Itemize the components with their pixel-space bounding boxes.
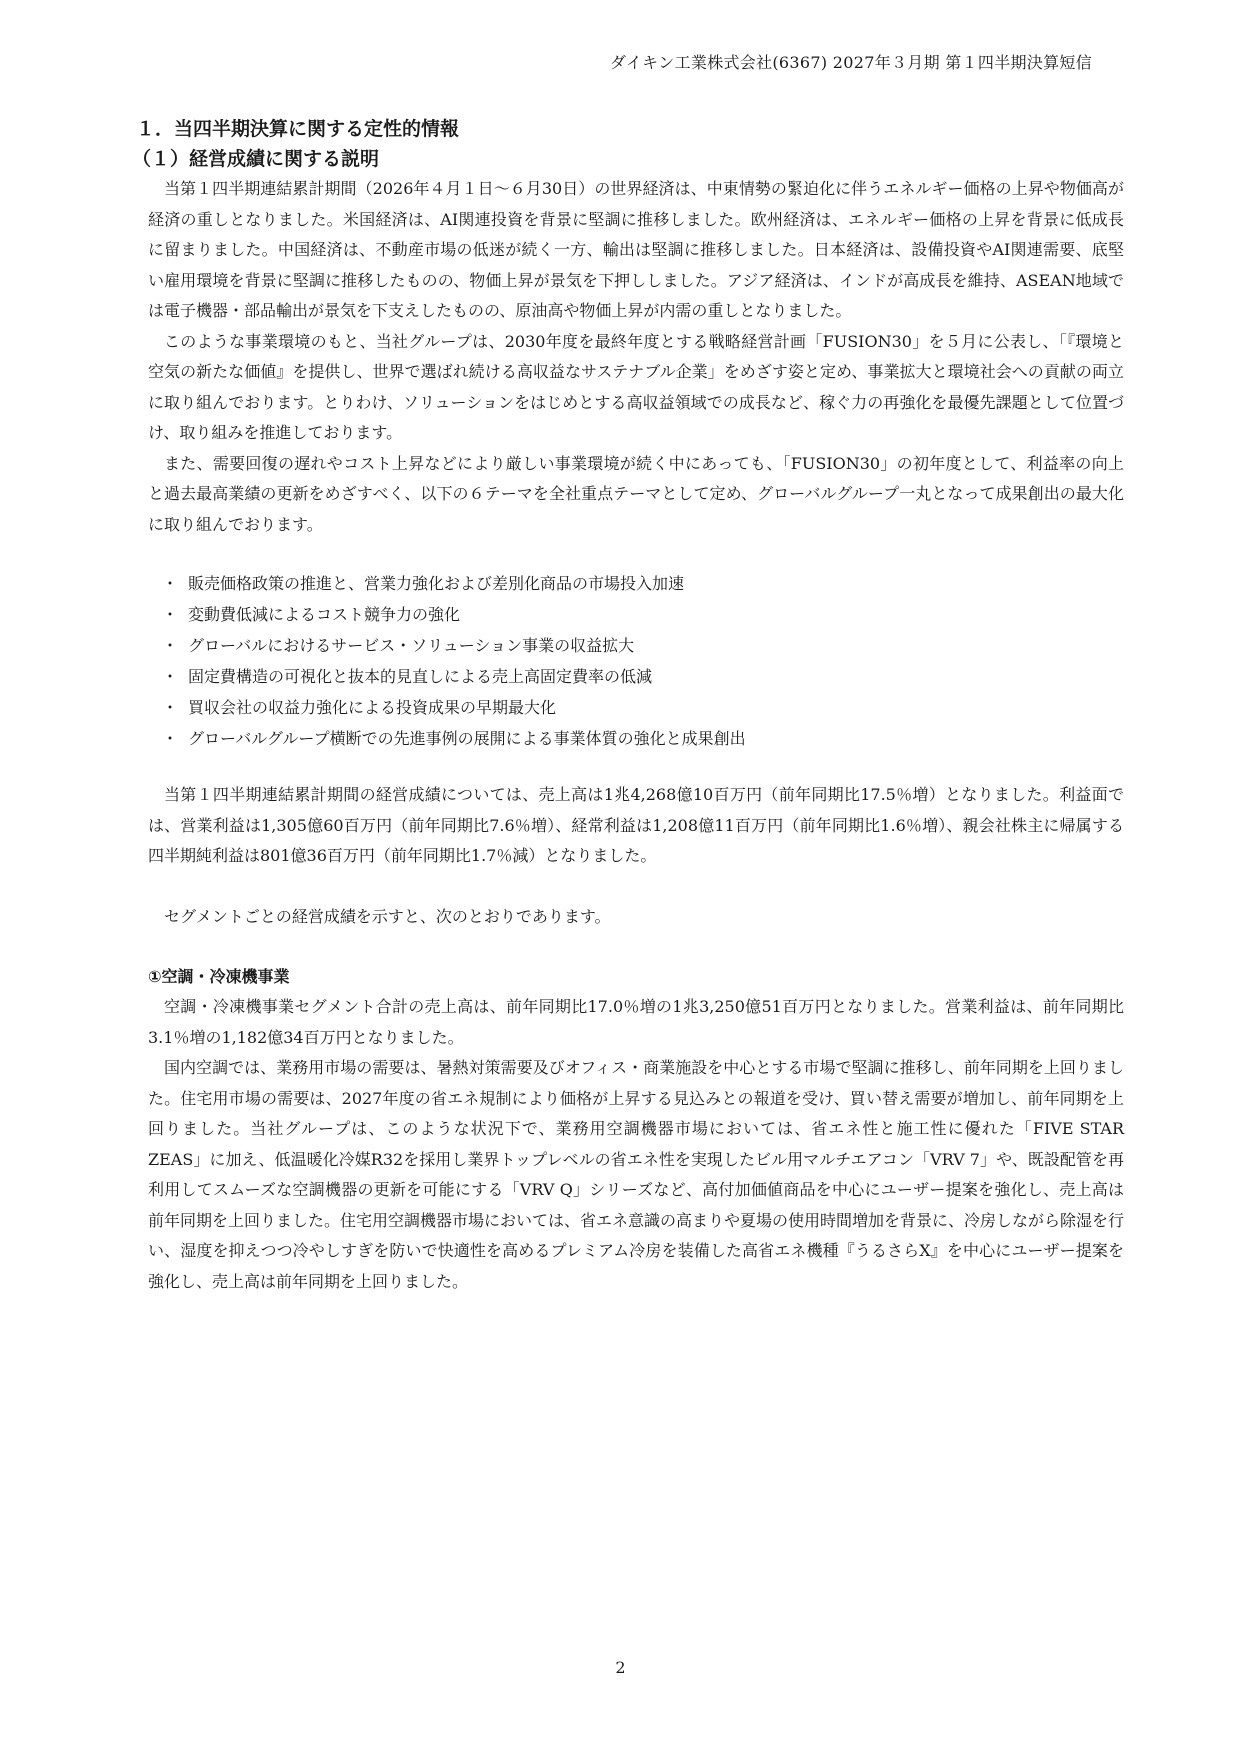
segment-paragraph-domestic: 国内空調では、業務用市場の需要は、暑熱対策需要及びオフィス・商業施設を中心とする市場で堅調に推移し、前年同期を上回りました。住宅用市場の需要は、2027年度の省エネ規制により価格が上昇する見込みとの報道を受け、買い替え需要が増加し、前年同期を上回りました。当社グループは、このような状況下で、業務用空調機器市場においては、省エネ性と施工性に優れた「FIVE STAR ZEAS」に加え、低温暖化冷媒R32を採用し業界トップレベルの省エネ性を実現したビル用マルチエアコン「VRV 7」や、既設配管を再利用してスムーズな空調機器の更新を可能にする「VRV Q」シリーズなど、高付加価値商品を中心にユーザー提案を強化し、売上高は前年同期を上回りました。住宅用空調機器市場においては、省エネ意識の高まりや夏場の使用時間増加を背景に、冷房しながら除湿を行い、湿度を抑えつつ冷やしすぎを防いで快適性を高めるプレミアム冷房を装備した高省エネ機種『うるさらX』を中心にユーザー提案を強化し、売上高は前年同期を上回りました。: [148, 1058, 1125, 1291]
section-subtitle: （１）経営成績に関する説明: [132, 148, 380, 170]
results-paragraph: 当第１四半期連結累計期間の経営成績については、売上高は1兆4,268億10百万円（前年同期比17.5％増）となりました。利益面では、営業利益は1,305億60百万円（前年同期比7.6％増）、経常利益は1,208億11百万円（前年同期比1.6％増）、親会社株主に帰属する四半期純利益は801億36百万円（前年同期比1.7％減）となりました。: [148, 785, 1124, 865]
bullet-marker: ・: [162, 667, 179, 686]
list-item-text: グローバルグループ横断での先進事例の展開による事業体質の強化と成果創出: [188, 729, 746, 748]
list-item-text: 販売価格政策の推進と、営業力強化および差別化商品の市場投入加速: [188, 574, 685, 593]
list-item: [162, 661, 1124, 692]
intro-paragraph-themes: また、需要回復の遅れやコスト上昇などにより厳しい事業環境が続く中にあっても、「FUSION30」の初年度として、利益率の向上と過去最高業績の更新をめざすべく、以下の６テーマを全社重点テーマとして定め、グローバルグループ一丸となって成果創出の最大化に取り組んでおります。: [148, 453, 1124, 534]
bullet-marker: ・: [162, 574, 179, 593]
bullet-marker: ・: [162, 729, 179, 748]
list-item: [162, 630, 1124, 661]
segment-paragraph-summary: 空調・冷凍機事業セグメント合計の売上高は、前年同期比17.0％増の1兆3,250億51百万円となりました。営業利益は、前年同期比3.1％増の1,182億34百万円となりました。: [148, 997, 1124, 1047]
bullet-marker: ・: [162, 698, 179, 717]
list-item-text: 変動費低減によるコスト競争力の強化: [188, 605, 461, 624]
document-body: [132, 114, 1124, 1297]
list-item-text: グローバルにおけるサービス・ソリューション事業の収益拡大: [188, 636, 635, 655]
list-item: [162, 692, 1124, 723]
list-item: [162, 599, 1124, 630]
page-number: 2: [615, 1658, 626, 1677]
section-title: １．当四半期決算に関する定性的情報: [136, 118, 460, 140]
intro-paragraph-economy: 当第１四半期連結累計期間（2026年４月１日～６月30日）の世界経済は、中東情勢の緊迫化に伴うエネルギー価格の上昇や物価高が経済の重しとなりました。米国経済は、AI関連投資を背景に堅調に推移しました。欧州経済は、エネルギー価格の上昇を背景に低成長に留まりました。中国経済は、不動産市場の低迷が続く一方、輸出は堅調に推移しました。日本経済は、設備投資やAI関連需要、底堅い雇用環境を背景に堅調に推移したものの、物価上昇が景気を下押ししました。アジア経済は、インドが高成長を維持、ASEAN地域では電子機器・部品輸出が景気を下支えしたものの、原油高や物価上昇が内需の重しとなりました。: [148, 179, 1124, 320]
priority-themes-list: [132, 568, 1124, 754]
list-item-text: 買収会社の収益力強化による投資成果の早期最大化: [188, 698, 557, 717]
list-item-text: 固定費構造の可視化と抜本的見直しによる売上高固定費率の低減: [188, 667, 653, 686]
intro-paragraph-strategy: このような事業環境のもと、当社グループは、2030年度を最終年度とする戦略経営計画「FUSION30」を５月に公表し、「『環境と空気の新たな価値』を提供し、世界で選ばれ続ける高収益なサステナブル企業」をめざす姿と定め、事業拡大と環境社会への貢献の両立に取り組んでおります。とりわけ、ソリューションをはじめとする高収益領域での成長など、稼ぐ力の再強化を最優先課題として位置づけ、取り組みを推進しております。: [148, 331, 1124, 442]
segment-title: ①空調・冷凍機事業: [148, 967, 290, 986]
bullet-marker: ・: [162, 605, 179, 624]
bullet-marker: ・: [162, 636, 179, 655]
list-item: [162, 723, 1124, 754]
list-item: [162, 568, 1124, 599]
segment-intro: セグメントごとの経営成績を示すと、次のとおりであります。: [164, 906, 611, 926]
document-header: ダイキン工業株式会社(6367) 2027年３月期 第１四半期決算短信: [609, 53, 1092, 72]
